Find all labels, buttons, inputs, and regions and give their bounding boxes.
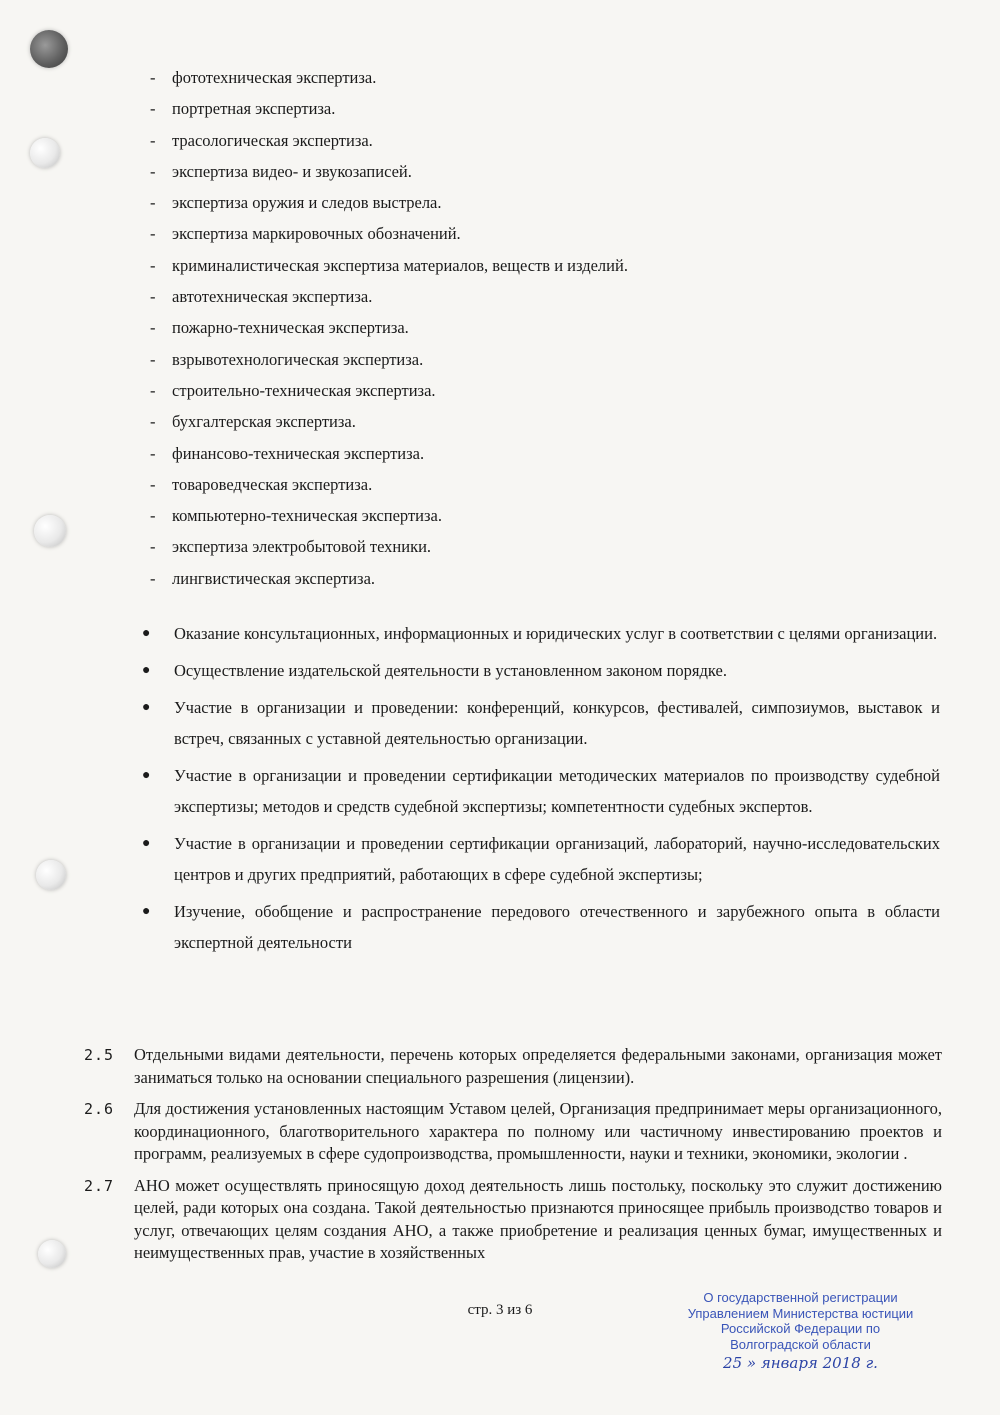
dash-marker: - <box>150 568 156 588</box>
bullet-icon: ● <box>142 626 151 641</box>
expertise-item <box>150 500 628 531</box>
expertise-item <box>150 469 628 500</box>
activity-item <box>140 692 940 754</box>
dash-marker: - <box>150 130 156 150</box>
clause-text: Для достижения установленных настоящим Уставом целей, Организация предпринимает меры организационного, координационного, благотворительного характера по полному или частичному инвестированию проектов и программ, реализуемых в сфере судопроизводства, промышленности, науки и техники, экономики, экологии . <box>134 1099 942 1163</box>
expertise-item <box>150 125 628 156</box>
expertise-item-text: трасологическая экспертиза. <box>172 130 373 150</box>
clause-number: 2.6 <box>84 1100 115 1118</box>
expertise-item-text: автотехническая экспертиза. <box>172 287 373 307</box>
bullet-icon: ● <box>142 700 151 715</box>
activity-item-text: Осуществление издательской деятельности в установленном законом порядке. <box>174 661 727 680</box>
expertise-item-text: взрывотехнологическая экспертиза. <box>172 349 424 369</box>
activity-item-text: Участие в организации и проведении: конференций, конкурсов, фестивалей, симпозиумов, выставок и встреч, связанных с уставной деятельностью организации. <box>174 698 940 748</box>
activity-item <box>140 828 940 890</box>
stamp-line: Волгоградской области <box>730 1336 871 1352</box>
binder-hole-icon <box>38 1240 66 1268</box>
activity-item <box>140 760 940 822</box>
expertise-item <box>150 563 628 594</box>
dash-marker: - <box>150 537 156 557</box>
clause-number: 2.7 <box>84 1176 115 1195</box>
expertise-item-text: строительно-техническая экспертиза. <box>172 380 436 400</box>
dash-marker: - <box>150 224 156 244</box>
expertise-item-text: компьютерно-техническая экспертиза. <box>172 506 442 526</box>
expertise-item <box>150 187 628 218</box>
binder-hole-icon <box>36 860 66 890</box>
dash-marker: - <box>150 474 156 494</box>
binder-hole-icon <box>30 30 68 68</box>
expertise-item-text: финансово-техническая экспертиза. <box>172 443 425 463</box>
dash-marker: - <box>150 506 156 526</box>
dash-marker: - <box>150 443 156 463</box>
expertise-item <box>150 281 628 312</box>
expertise-item <box>150 312 628 343</box>
activity-item <box>140 896 940 958</box>
dash-marker: - <box>150 349 156 369</box>
bullet-icon: ● <box>142 768 151 783</box>
dash-marker: - <box>150 318 156 338</box>
dash-marker: - <box>150 161 156 181</box>
expertise-item <box>150 344 628 375</box>
clause-paragraph <box>84 1098 942 1166</box>
expertise-item <box>150 406 628 437</box>
expertise-item-text: экспертиза видео- и звукозаписей. <box>172 161 412 181</box>
clause-number: 2.5 <box>84 1046 115 1064</box>
expertise-item-text: экспертиза маркировочных обозначений. <box>172 224 461 244</box>
clause-paragraph <box>84 1044 942 1089</box>
dash-marker: - <box>150 412 156 432</box>
expertise-item-text: экспертиза электробытовой техники. <box>172 537 432 557</box>
stamp-line: О государственной регистрации <box>703 1290 898 1305</box>
dash-marker: - <box>150 287 156 307</box>
activities-list <box>140 618 940 964</box>
stamp-date: 25 » января 2018 г. <box>723 1354 878 1372</box>
expertise-item-text: бухгалтерская экспертиза. <box>172 412 356 432</box>
dash-marker: - <box>150 99 156 119</box>
numbered-paragraphs <box>84 1044 942 1274</box>
stamp-line: Российской Федерации по <box>720 1321 881 1336</box>
expertise-item-text: фототехническая экспертиза. <box>172 68 377 87</box>
expertise-item-text: портретная экспертиза. <box>172 99 336 119</box>
expertise-item <box>150 156 628 187</box>
dash-marker: - <box>150 193 156 213</box>
expertise-item-text: экспертиза оружия и следов выстрела. <box>172 193 442 213</box>
bullet-icon: ● <box>142 836 151 851</box>
expertise-item <box>150 62 628 93</box>
expertise-item-text: пожарно-техническая экспертиза. <box>172 318 409 338</box>
clause-text: Отдельными видами деятельности, перечень которых определяется федеральными законами, организация может заниматься только на основании специального разрешения (лицензии). <box>134 1045 942 1087</box>
clause-text: АНО может осуществлять приносящую доход деятельность лишь постольку, поскольку это служит достижению целей, ради которых она создана. Такой деятельностью признаются приносящее прибыль производство товаров и услуг, отвечающих целям создания АНО, а также приобретение и реализация ценных бумаг, имущественных и неимущественных прав, участие в хозяйственных <box>134 1175 942 1262</box>
expertise-item-text: лингвистическая экспертиза. <box>172 568 376 588</box>
activity-item-text: Участие в организации и проведении сертификации организаций, лабораторий, научно-исследовательских центров и других предприятий, работающих в сфере судебной экспертизы; <box>174 834 940 884</box>
clause-paragraph <box>84 1175 942 1265</box>
expertise-item <box>150 250 628 281</box>
activity-item-text: Оказание консультационных, информационных и юридических услуг в соответствии с целями организации. <box>174 624 938 643</box>
dash-marker: - <box>150 68 156 87</box>
stamp-line: Управлением Министерства юстиции <box>687 1305 914 1321</box>
dash-marker: - <box>150 380 156 400</box>
expertise-item-text: товароведческая экспертиза. <box>172 474 373 494</box>
activity-item-text: Участие в организации и проведении сертификации методических материалов по производству судебной экспертизы; методов и средств судебной экспертизы; компетентности судебных экспертов. <box>174 766 940 816</box>
page-number: стр. 3 из 6 <box>467 1302 533 1318</box>
activity-item-text: Изучение, обобщение и распространение передового отечественного и зарубежного опыта в области экспертной деятельности <box>174 902 940 952</box>
registration-stamp <box>668 1290 933 1372</box>
activity-item <box>140 618 940 649</box>
bullet-icon: ● <box>142 663 151 678</box>
binder-hole-icon <box>30 138 60 168</box>
expertise-item <box>150 438 628 469</box>
expertise-list <box>150 62 628 594</box>
binder-hole-icon <box>34 515 66 547</box>
expertise-item <box>150 93 628 124</box>
activity-item <box>140 655 940 686</box>
dash-marker: - <box>150 255 156 275</box>
bullet-icon: ● <box>142 904 151 919</box>
expertise-item <box>150 218 628 249</box>
expertise-item <box>150 375 628 406</box>
expertise-item <box>150 531 628 562</box>
expertise-item-text: криминалистическая экспертиза материалов, веществ и изделий. <box>172 255 628 275</box>
